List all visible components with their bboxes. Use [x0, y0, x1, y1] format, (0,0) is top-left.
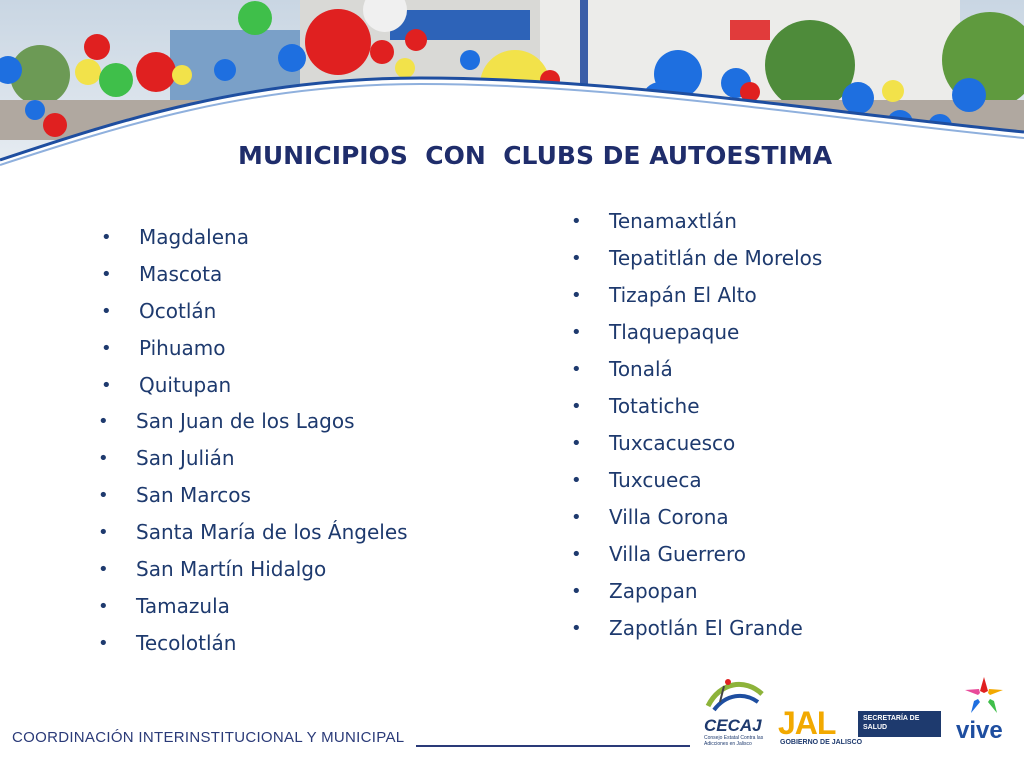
- bullet-icon: •: [571, 396, 582, 417]
- bullet-icon: •: [571, 618, 582, 639]
- vive-logo: [950, 673, 1018, 749]
- bullet-icon: •: [98, 633, 109, 654]
- cecaj-name: CECAJ: [704, 716, 762, 735]
- list-item: • Tuxcueca: [609, 462, 822, 499]
- bullet-icon: •: [571, 470, 582, 491]
- cecaj-logo: [700, 672, 770, 752]
- list-item: • San Julián: [136, 440, 408, 477]
- list-item: • Tepatitlán de Morelos: [609, 240, 822, 277]
- list-item: • Tecolotlán: [136, 625, 408, 662]
- municipality-list-left-a: [101, 219, 249, 404]
- bullet-icon: •: [571, 433, 582, 454]
- bullet-icon: •: [571, 507, 582, 528]
- list-item: • Zapopan: [609, 573, 822, 610]
- list-item: • Zapotlán El Grande: [609, 610, 822, 647]
- cecaj-emblem-icon: [700, 672, 770, 716]
- list-item: • Villa Guerrero: [609, 536, 822, 573]
- health-secretariat-box: SECRETARÍA DE SALUD: [858, 711, 941, 737]
- list-item: • Quitupan: [139, 367, 249, 404]
- vive-word: vive: [956, 717, 1003, 744]
- bullet-icon: •: [571, 322, 582, 343]
- footer-text: COORDINACIÓN INTERINSTITUCIONAL Y MUNICIPAL: [12, 729, 405, 746]
- bullet-icon: •: [571, 581, 582, 602]
- bullet-icon: •: [571, 285, 582, 306]
- jalisco-health-logo: [778, 703, 943, 751]
- bullet-icon: •: [101, 227, 112, 248]
- list-item: • Totatiche: [609, 388, 822, 425]
- bullet-icon: •: [571, 544, 582, 565]
- list-item: • Magdalena: [139, 219, 249, 256]
- bullet-icon: •: [571, 211, 582, 232]
- bullet-icon: •: [101, 301, 112, 322]
- list-item: • Tizapán El Alto: [609, 277, 822, 314]
- bullet-icon: •: [101, 375, 112, 396]
- list-item: • San Juan de los Lagos: [136, 403, 408, 440]
- bullet-icon: •: [98, 411, 109, 432]
- list-item: • San Martín Hidalgo: [136, 551, 408, 588]
- bullet-icon: •: [571, 248, 582, 269]
- vive-star-icon: [950, 673, 1018, 719]
- list-item: • Tlaquepaque: [609, 314, 822, 351]
- bullet-icon: •: [98, 559, 109, 580]
- municipality-list-left-b: [98, 403, 408, 662]
- cecaj-subtitle: Consejo Estatal Contra las Adicciones en Jalisco: [704, 735, 764, 747]
- bullet-icon: •: [98, 596, 109, 617]
- list-item: • Tuxcacuesco: [609, 425, 822, 462]
- list-item: • Tamazula: [136, 588, 408, 625]
- footer-divider: [416, 745, 690, 747]
- list-item: • Pihuamo: [139, 330, 249, 367]
- bullet-icon: •: [98, 522, 109, 543]
- bullet-icon: •: [101, 264, 112, 285]
- list-item: • Mascota: [139, 256, 249, 293]
- jalisco-mark: JAL: [778, 705, 836, 741]
- jalisco-caption: GOBIERNO DE JALISCO: [780, 739, 863, 746]
- list-item: • Ocotlán: [139, 293, 249, 330]
- list-item: • Villa Corona: [609, 499, 822, 536]
- list-item: • Tenamaxtlán: [609, 203, 822, 240]
- municipality-list-right: [571, 203, 823, 647]
- list-item: • Tonalá: [609, 351, 822, 388]
- list-item: • San Marcos: [136, 477, 408, 514]
- bullet-icon: •: [98, 448, 109, 469]
- bullet-icon: •: [571, 359, 582, 380]
- bullet-icon: •: [98, 485, 109, 506]
- list-item: • Santa María de los Ángeles: [136, 514, 408, 551]
- bullet-icon: •: [101, 338, 112, 359]
- slide-title: MUNICIPIOS CON CLUBS DE AUTOESTIMA: [237, 141, 833, 170]
